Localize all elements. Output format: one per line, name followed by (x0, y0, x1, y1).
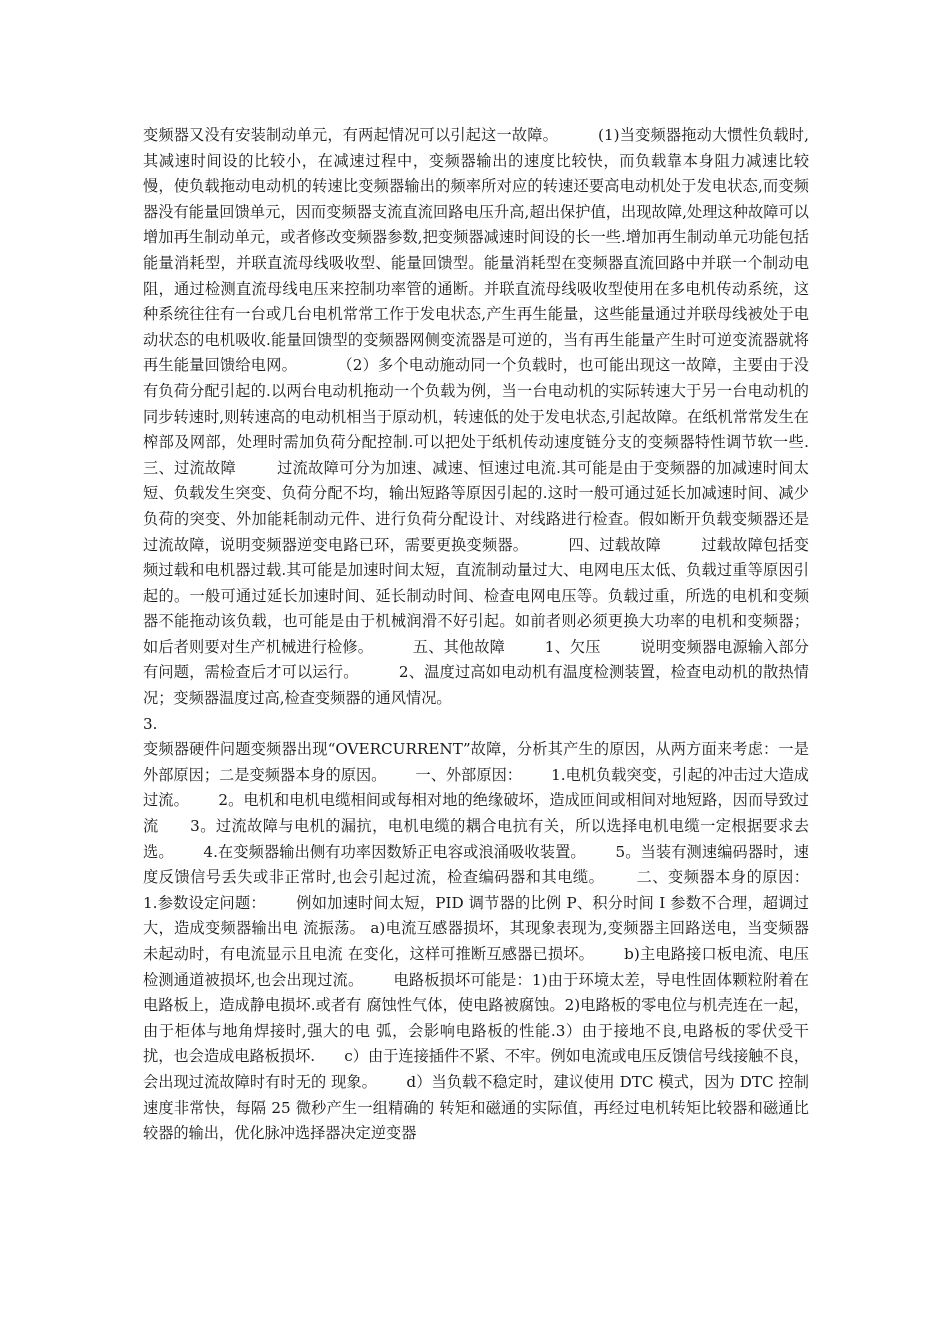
document-body (143, 123, 848, 1147)
paragraph-hardware-issues: 变频器硬件问题变频器出现“OVERCURRENT”故障，分析其产生的原因，从两方面来考虑：一是 外部原因；二是变频器本身的原因。 一、外部原因： 1.电机负载突变，引起的冲击过大造成过流。 2。电机和电机电缆相间或每相对地的绝缘破坏，造成匝间或相间对地短路，因而导致过流 3。过流故障与电机的漏抗，电机电缆的耦合电抗有关，所以选择电机电缆一定根据要求去选。 4.在变频器输出侧有功率因数矫正电容或浪涌吸收装置。 5。当装有测速编码器时，速度反馈信号丢失或非正常时,也会引起过流，检查编码器和其电缆。 二、变频器本身的原因： 1.参数设定问题： 例如加速时间太短，PID 调节器的比例 P、积分时间 I 参数不合理，超调过大，造成变频器输出电 流振荡。 a)电流互感器损坏，其现象表现为,变频器主回路送电，当变频器未起动时，有电流显示且电流 在变化，这样可推断互感器已损坏。 b)主电路接口板电流、电压检测通道被损坏,也会出现过流。 电路板损坏可能是：1)由于环境太差，导电性固体颗粒附着在电路板上，造成静电损坏.或者有 腐蚀性气体，使电路被腐蚀。2)电路板的零电位与机壳连在一起，由于柜体与地角焊接时,强大的电 弧，会影响电路板的性能.3）由于接地不良,电路板的零伏受干扰，也会造成电路板损坏. c）由于连接插件不紧、不牢。例如电流或电压反馈信号线接触不良，会出现过流故障时有时无的 现象。 d）当负载不稳定时，建议使用 DTC 模式，因为 DTC 控制速度非常快，每隔 25 微秒产生一组精确的 转矩和磁通的实际值，再经过电机转矩比较器和磁通比较器的输出，优化脉冲选择器决定逆变器 (143, 740, 838, 1143)
paragraph-fault-causes: 变频器又没有安装制动单元，有两起情况可以引起这一故障。 (1)当变频器拖动大惯性负载时,其减速时间设的比较小，在减速过程中，变频器输出的速度比较快，而负载靠本身阻力减速比较慢，使负载拖动电动机的转速比变频器输出的频率所对应的转速还要高电动机处于发电状态,而变频器没有能量回馈单元，因而变频器支流直流回路电压升高,超出保护值，出现故障,处理这种故障可以增加再生制动单元，或者修改变频器参数,把变频器减速时间设的长一些.增加再生制动单元功能包括能量消耗型，并联直流母线吸收型、能量回馈型。能量消耗型在变频器直流回路中并联一个制动电阻，通过检测直流母线电压来控制功率管的通断。并联直流母线吸收型使用在多电机传动系统，这种系统往往有一台或几台电机常常工作于发电状态,产生再生能量，这些能量通过并联母线被处于电动状态的电机吸收.能量回馈型的变频器网侧变流器是可逆的，当有再生能量产生时可逆变流器就将再生能量回馈给电网。 （2）多个电动施动同一个负载时，也可能出现这一故障，主要由于没有负荷分配引起的.以两台电动机拖动一个负载为例，当一台电动机的实际转速大于另一台电动机的同步转速时,则转速高的电动机相当于原动机，转速低的处于发电状态,引起故障。在纸机常常发生在榨部及网部，处理时需加负荷分配控制.可以把处于纸机传动速度链分支的变频器特性调节软一些. 三、过流故障 过流故障可分为加速、减速、恒速过电流.其可能是由于变频器的加减速时间太短、负载发生突变、负荷分配不均，输出短路等原因引起的.这时一般可通过延长加减速时间、减少负荷的突变、外加能耗制动元件、进行负荷分配设计、对线路进行检查。假如断开负载变频器还是过流故障，说明变频器逆变电路已环，需要更换变频器。 四、过载故障 过载故障包括变频过载和电机器过载.其可能是加速时间太短，直流制动量过大、电网电压太低、负载过重等原因引起的。一般可通过延长加速时间、延长制动时间、检查电网电压等。负载过重，所选的电机和变频器不能拖动该负载，也可能是由于机械润滑不好引起。如前者则必须更换大功率的电机和变频器；如后者则要对生产机械进行检修。 五、其他故障 1、欠压 说明变频器电源输入部分有问题，需检查后才可以运行。 2、温度过高如电动机有温度检测装置，检查电动机的散热情况；变频器温度过高,检查变频器的通风情况。 (143, 126, 848, 708)
section-number: 3. (143, 714, 158, 733)
